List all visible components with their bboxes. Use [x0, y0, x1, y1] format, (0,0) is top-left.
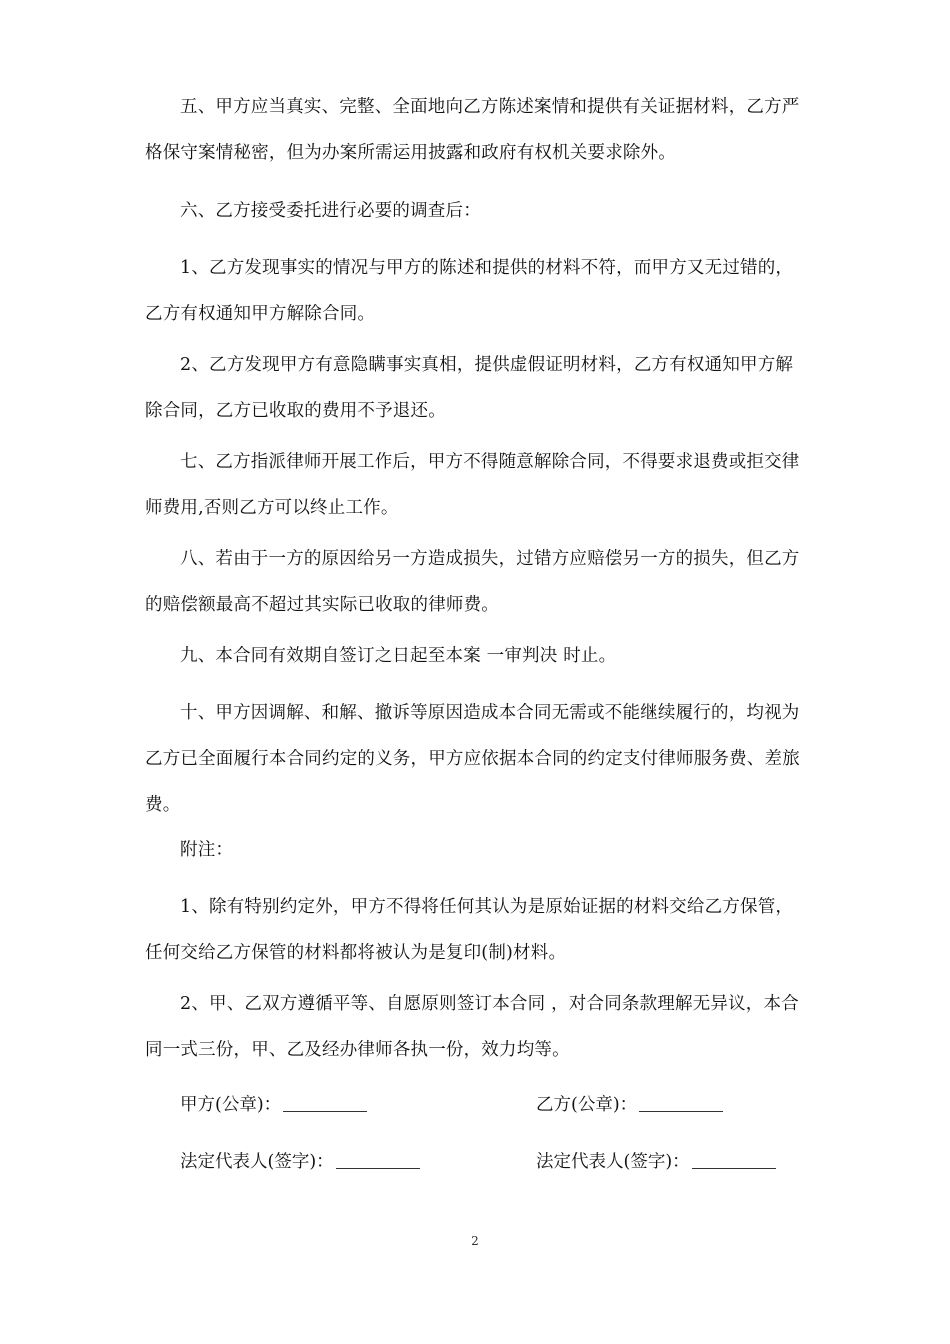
party-a-rep-blank[interactable] [336, 1150, 420, 1169]
page-number: 2 [471, 1234, 479, 1248]
clause-six: 六、乙方接受委托进行必要的调查后： [180, 201, 481, 221]
clause-six-item-1: 1、乙方发现事实的情况与甲方的陈述和提供的材料不符，而甲方又无过错的，乙方有权通知甲方解除合同。 [145, 258, 794, 324]
clause-five: 五、甲方应当真实、完整、全面地向乙方陈述案情和提供有关证据材料，乙方严格保守案情秘密，但为办案所需运用披露和政府有权机关要求除外。 [145, 97, 800, 163]
party-a-seal-line [180, 1090, 367, 1120]
clause-seven: 七、乙方指派律师开展工作后，甲方不得随意解除合同，不得要求退费或拒交律师费用,否则乙方可以终止工作。 [145, 452, 800, 518]
party-b-seal-blank[interactable] [639, 1093, 723, 1112]
party-b-rep-label: 法定代表人(签字)： [536, 1152, 690, 1172]
clause-nine: 九、本合同有效期自签订之日起至本案 一审判决 时止。 [180, 646, 617, 666]
party-a-seal-blank[interactable] [283, 1093, 367, 1112]
party-b-rep-line [536, 1147, 776, 1177]
clause-six-item-2: 2、乙方发现甲方有意隐瞒事实真相，提供虚假证明材料，乙方有权通知甲方解除合同，乙方已收取的费用不予退还。 [145, 355, 794, 421]
note-item-1: 1、除有特别约定外，甲方不得将任何其认为是原始证据的材料交给乙方保管，任何交给乙方保管的材料都将被认为是复印(制)材料。 [145, 897, 794, 963]
party-a-rep-line [180, 1147, 420, 1177]
notes-heading: 附注： [180, 840, 234, 860]
party-a-rep-label: 法定代表人(签字)： [180, 1152, 334, 1172]
note-item-2: 2、甲、乙双方遵循平等、自愿原则签订本合同 ，对合同条款理解无异议，本合同一式三份，甲、乙及经办律师各执一份，效力均等。 [145, 994, 799, 1060]
clause-ten: 十、甲方因调解、和解、撤诉等原因造成本合同无需或不能继续履行的，均视为乙方已全面履行本合同约定的义务，甲方应依据本合同的约定支付律师服务费、差旅费。 [145, 703, 800, 815]
clause-eight: 八、若由于一方的原因给另一方造成损失，过错方应赔偿另一方的损失，但乙方的赔偿额最高不超过其实际已收取的律师费。 [145, 549, 800, 615]
party-a-seal-label: 甲方(公章)： [180, 1095, 282, 1115]
party-b-seal-label: 乙方(公章)： [536, 1095, 638, 1115]
party-b-rep-blank[interactable] [692, 1150, 776, 1169]
party-b-seal-line [536, 1090, 723, 1120]
